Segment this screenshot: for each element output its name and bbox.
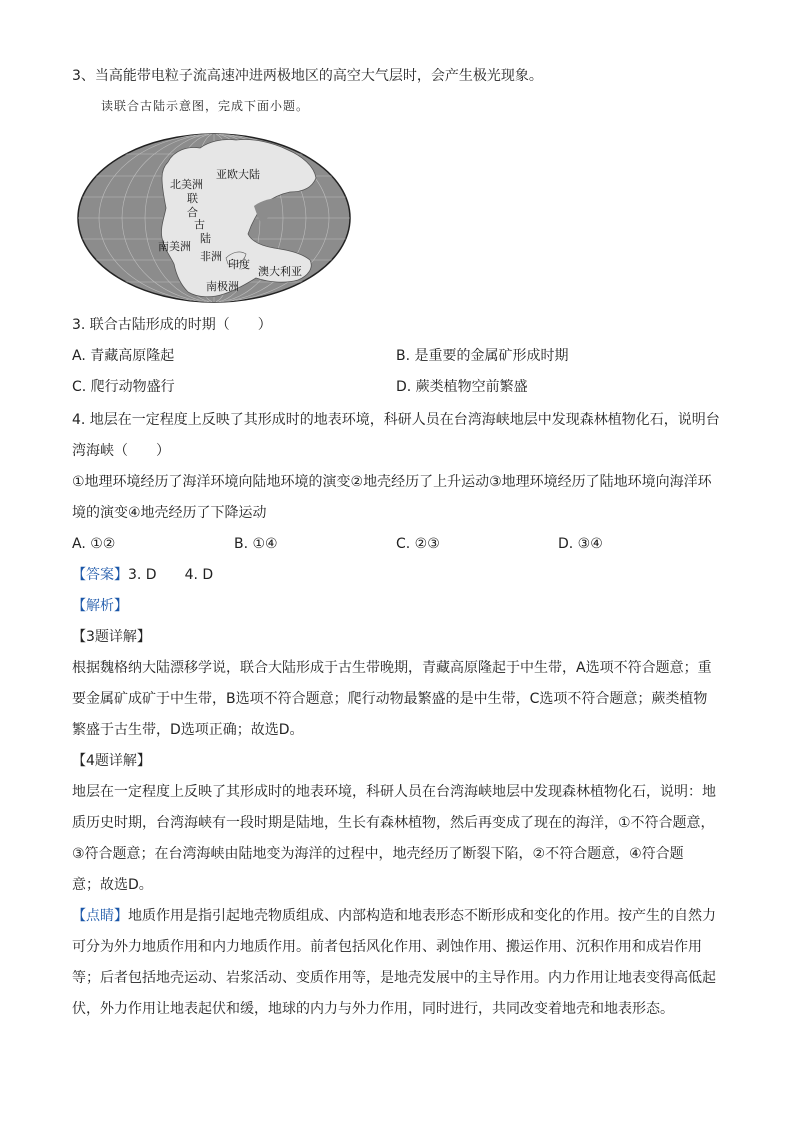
- q3-option-b: B. 是重要的金属矿形成时期: [396, 348, 569, 364]
- q4-statements-line-2: 境的演变④地壳经历了下降运动: [72, 505, 267, 521]
- label-pangaea-1: 联: [187, 192, 198, 205]
- comment-tag: 【点睛】: [72, 908, 128, 924]
- q4-option-c: C. ②③: [396, 536, 440, 552]
- q4-detail-line-3: ③符合题意；在台湾海峡由陆地变为海洋的过程中，地壳经历了断裂下陷，②不符合题意，④符合题: [72, 846, 684, 862]
- q3-option-a: A. 青藏高原隆起: [72, 348, 175, 364]
- analysis-tag: 【解析】: [72, 598, 128, 614]
- q3-detail-line-1: 根据魏格纳大陆漂移学说，联合大陆形成于古生带晚期，青藏高原隆起于中生带，A选项不符合题意；重: [72, 660, 712, 676]
- q4-option-a: A. ①②: [72, 536, 116, 552]
- question-4-line-1: 4. 地层在一定程度上反映了其形成时的地表环境，科研人员在台湾海峡地层中发现森林植物化石，说明台: [72, 412, 720, 428]
- question-4-line-2: 湾海峡（ ）: [72, 443, 170, 459]
- label-north-america: 北美洲: [170, 178, 203, 191]
- q3-option-d: D. 蕨类植物空前繁盛: [396, 379, 528, 395]
- q3-detail-line-3: 繁盛于古生带，D选项正确；故选D。: [72, 722, 304, 738]
- label-south-america: 南美洲: [158, 240, 191, 253]
- comment-line-4: 伏，外力作用让地表起伏和缓，地球的内力与外力作用，同时进行，共同改变着地壳和地表形态。: [72, 1001, 674, 1017]
- answer-line: [72, 565, 213, 585]
- map-caption: 读联合古陆示意图，完成下面小题。: [101, 99, 310, 113]
- answer-text: 3. D 4. D: [128, 567, 214, 583]
- label-india: 印度: [228, 258, 250, 271]
- q3-option-c: C. 爬行动物盛行: [72, 379, 175, 395]
- label-pangaea-2: 合: [187, 206, 198, 219]
- comment-line-2: 可分为外力地质作用和内力地质作用。前者包括风化作用、剥蚀作用、搬运作用、沉积作用和成岩作用: [72, 939, 702, 955]
- pangaea-map: [76, 132, 352, 304]
- q4-detail-tag: 【4题详解】: [72, 753, 151, 769]
- q3-detail-line-2: 要金属矿成矿于中生带，B选项不符合题意；爬行动物最繁盛的是中生带，C选项不符合题意；蕨类植物: [72, 691, 708, 707]
- comment-line-1: [72, 906, 716, 926]
- comment-text: 地质作用是指引起地壳物质组成、内部构造和地表形态不断形成和变化的作用。按产生的自然力: [128, 908, 716, 924]
- q4-detail-line-4: 意；故选D。: [72, 877, 153, 893]
- label-pangaea-4: 陆: [200, 232, 211, 245]
- label-australia: 澳大利亚: [258, 265, 302, 278]
- q4-statements-line-1: ①地理环境经历了海洋环境向陆地环境的演变②地壳经历了上升运动③地理环境经历了陆地环境向海洋环: [72, 474, 712, 490]
- label-africa: 非洲: [200, 250, 222, 263]
- comment-line-3: 等；后者包括地壳运动、岩浆活动、变质作用等，是地壳发展中的主导作用。内力作用让地表变得高低起: [72, 970, 716, 986]
- question-3: 3. 联合古陆形成的时期（ ）: [72, 317, 272, 333]
- answer-tag: 【答案】: [72, 567, 128, 583]
- q3-detail-tag: 【3题详解】: [72, 629, 151, 645]
- label-antarctica: 南极洲: [206, 280, 239, 293]
- q4-detail-line-1: 地层在一定程度上反映了其形成时的地表环境，科研人员在台湾海峡地层中发现森林植物化石，说明：地: [72, 784, 716, 800]
- q4-detail-line-2: 质历史时期，台湾海峡有一段时期是陆地，生长有森林植物，然后再变成了现在的海洋，①不符合题意，: [72, 815, 715, 831]
- label-pangaea-3: 古: [194, 218, 205, 231]
- q4-option-b: B. ①④: [234, 536, 278, 552]
- label-eurasia: 亚欧大陆: [216, 168, 260, 181]
- intro-statement: 3、当高能带电粒子流高速冲进两极地区的高空大气层时，会产生极光现象。: [72, 68, 543, 84]
- q4-option-d: D. ③④: [558, 536, 603, 552]
